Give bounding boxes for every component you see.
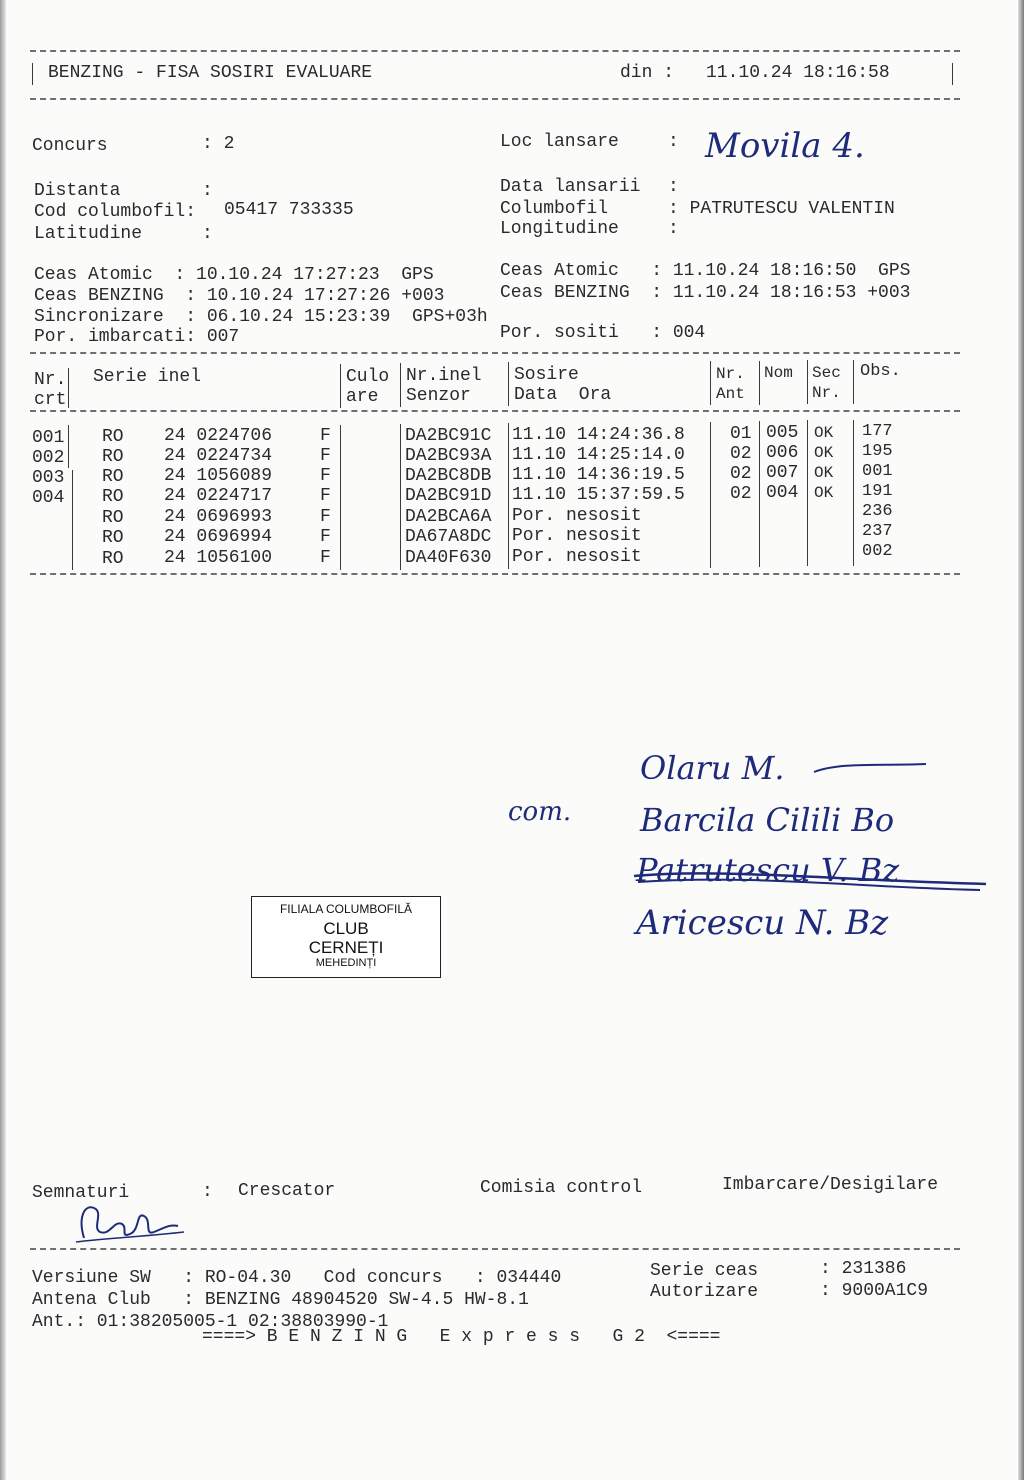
row-4-ant: 02 [730,484,752,504]
row-7-country: RO [102,549,124,569]
serie-ceas-value: : 231386 [820,1259,907,1279]
longitudine-label: Longitudine [500,219,619,239]
row-4-nom: 004 [766,483,799,503]
col-header-crt: crt [34,390,67,410]
data-lansarii-label: Data lansarii [500,177,641,197]
row-2-nom: 006 [766,443,799,463]
crescator-label: Crescator [238,1181,336,1201]
handwritten-line-3-strike [630,858,990,898]
col-sep-serie-head [340,364,341,408]
footer-ant-line: Ant.: 01:38205005-1 02:38803990-1 [32,1312,389,1332]
paper-edge-left [0,0,6,1480]
row-3-crt: 003 [32,468,65,488]
header-bottom-divider [30,98,960,100]
row-4-sec: OK [814,484,834,502]
row-7-arrival: Por. nesosit [512,547,642,567]
col-sep-sec-body [853,420,854,566]
col-header-culoare-1: Culo [346,367,390,387]
distanta-value: : [202,181,213,201]
row-1-country: RO [102,427,124,447]
distanta-label: Distanta [34,181,121,201]
row-5-obs: 236 [862,502,893,521]
row-6-arrival: Por. nesosit [512,526,642,546]
header-top-divider [30,50,960,52]
row-7-ring: 24 1056100 [164,548,273,568]
imbarcare-label: Imbarcare/Desigilare [722,1175,939,1195]
handwritten-line-1: Olaru M. [640,749,785,787]
col-header-nom: Nom [764,364,793,382]
row-2-sec: OK [814,444,834,462]
club-stamp [251,896,441,978]
row-4-obs: 191 [862,482,893,501]
row-4-ring: 24 0224717 [164,486,273,506]
columbofil-value: : PATRUTESCU VALENTIN [668,199,895,219]
col-sep-ant-body [759,421,760,567]
col-header-nr: Nr. [34,370,67,390]
col-sep-nr-head [68,368,69,408]
print-date: 11.10.24 18:16:58 [706,63,890,83]
loc-lansare-label: Loc lansare [500,132,619,152]
col-header-sosire: Sosire [514,365,579,385]
col-sep-serie-body [340,425,341,570]
row-7-sensor: DA40F630 [405,548,492,568]
autorizare-label: Autorizare [650,1282,759,1302]
col-sep-culoare-head [400,363,401,407]
col-header-senzor: Senzor [406,386,471,406]
latitudine-label: Latitudine [34,224,143,244]
longitudine-value: : [668,219,679,239]
row-1-arrival: 11.10 14:24:36.8 [512,425,685,445]
footer-brand: ====> B E N Z I N G E x p r e s s G 2 <==== [202,1327,721,1347]
row-6-sex: F [320,527,331,547]
footer-antena-line: Antena Club : BENZING 48904520 SW-4.5 HW-8.1 [32,1290,529,1310]
row-3-sex: F [320,466,331,486]
row-3-ant: 02 [730,464,752,484]
row-6-ring: 24 0696994 [164,527,273,547]
row-3-nom: 007 [766,463,799,483]
por-imbarcati: Por. imbarcati: 007 [34,327,240,347]
serie-ceas-label: Serie ceas [650,1261,759,1281]
columbofil-label: Columbofil [500,199,609,219]
row-4-country: RO [102,487,124,507]
breeder-signature [70,1198,190,1248]
concurs-value: : 2 [202,134,235,154]
row-1-crt: 001 [32,428,65,448]
stamp-line-3: CERNEȚI [308,938,384,957]
latitudine-value: : [202,224,213,244]
row-5-sex: F [320,507,331,527]
row-3-sensor: DA2BC8DB [405,466,492,486]
row-1-ring: 24 0224706 [164,426,273,446]
row-6-country: RO [102,528,124,548]
comisia-label: Comisia control [480,1178,643,1198]
col-header-sec-1: Sec [812,364,841,382]
row-2-sensor: DA2BC93A [405,446,492,466]
row-7-sex: F [320,548,331,568]
semnaturi-label: Semnaturi [32,1183,130,1203]
footer-divider [30,1248,960,1250]
row-3-sec: OK [814,464,834,482]
row-2-country: RO [102,447,124,467]
col-header-serie: Serie inel [93,367,202,387]
clock-left-3: Sincronizare : 06.10.24 15:23:39 GPS+03h [34,307,488,327]
paper-edge-right [1018,0,1024,1480]
concurs-label: Concurs [32,136,108,156]
header-left-bar [32,63,33,85]
col-sep-nr-body [68,425,69,468]
row-2-crt: 002 [32,448,65,468]
col-header-data-ora: Data Ora [514,385,612,405]
row-5-country: RO [102,508,124,528]
col-header-sec-2: Nr. [812,384,841,402]
table-bottom-divider [30,573,960,575]
col-header-nrinel: Nr.inel [406,366,482,386]
table-top-divider [30,352,960,354]
row-2-arrival: 11.10 14:25:14.0 [512,445,685,465]
data-lansarii-value: : [668,177,679,197]
row-1-sec: OK [814,424,834,442]
col-sep-sosire-body [710,422,711,568]
row-3-country: RO [102,467,124,487]
row-1-nom: 005 [766,423,799,443]
loc-lansare-colon: : [668,132,679,152]
col-sep-senzor-head [508,362,509,406]
row-5-arrival: Por. nesosit [512,506,642,526]
col-sep-nom-body [807,420,808,566]
autorizare-value: : 9000A1C9 [820,1281,929,1301]
stamp-line-2: CLUB [323,919,369,938]
loc-lansare-handwritten: Movila 4. [705,126,865,166]
col-header-culoare-2: are [346,387,379,407]
date-label: din : [620,63,675,83]
row-2-sex: F [320,446,331,466]
row-1-sensor: DA2BC91C [405,426,492,446]
clock-right-1: Ceas Atomic : 11.10.24 18:16:50 GPS [500,261,911,281]
handwritten-line-1-stroke [810,760,930,780]
stamp-line-1: FILIALA COLUMBOFILĂ [279,902,413,916]
col-sep-ant-head [759,361,760,405]
row-4-arrival: 11.10 15:37:59.5 [512,485,685,505]
row-1-ant: 01 [730,424,752,444]
document-title: BENZING - FISA SOSIRI EVALUARE [48,63,373,83]
col-sep-senzor-body [508,423,509,569]
por-sositi: Por. sositi : 004 [500,323,706,343]
row-2-obs: 195 [862,442,893,461]
col-header-nrant-2: Ant [716,385,745,403]
col-sep-sosire-head [710,361,711,405]
col-header-nrant-1: Nr. [716,365,745,383]
row-3-arrival: 11.10 14:36:19.5 [512,465,685,485]
handwritten-line-2: Barcila Cilili Bo [640,801,895,839]
col-sep-nom-head [807,360,808,404]
clock-left-2: Ceas BENZING : 10.10.24 17:27:26 +003 [34,286,445,306]
col-sep-sec-head [853,360,854,404]
row-2-ring: 24 0224734 [164,446,273,466]
cod-columbofil-label: Cod columbofil: [34,202,197,222]
row-5-sensor: DA2BCA6A [405,507,492,527]
row-1-obs: 177 [862,422,893,441]
col-sep-culoare-body [400,424,401,570]
table-header-divider [30,410,960,412]
row-5-ring: 24 0696993 [164,507,273,527]
col-header-obs: Obs. [860,362,901,381]
handwritten-line-4: Aricescu N. Bz [636,903,889,943]
footer-versiune-line: Versiune SW : RO-04.30 Cod concurs : 034440 [32,1268,562,1288]
row-3-ring: 24 1056089 [164,466,273,486]
semnaturi-colon: : [202,1182,213,1202]
handwritten-com-prefix: com. [508,797,572,827]
stamp-line-4: MEHEDINȚI [315,957,377,969]
row-2-ant: 02 [730,444,752,464]
clock-left-1: Ceas Atomic : 10.10.24 17:27:23 GPS [34,265,434,285]
row-3-obs: 001 [862,462,893,481]
row-4-sensor: DA2BC91D [405,486,492,506]
header-right-bar [952,63,953,85]
row-6-obs: 237 [862,522,893,541]
cod-columbofil-value: 05417 733335 [224,200,354,220]
handwritten-line-3: Patrutescu V. Bz [636,851,900,889]
col-sep-nr-body-2 [72,470,73,570]
row-7-obs: 002 [862,542,893,561]
row-6-sensor: DA67A8DC [405,527,492,547]
clock-right-2: Ceas BENZING : 11.10.24 18:16:53 +003 [500,283,911,303]
row-4-crt: 004 [32,488,65,508]
row-4-sex: F [320,486,331,506]
row-1-sex: F [320,426,331,446]
